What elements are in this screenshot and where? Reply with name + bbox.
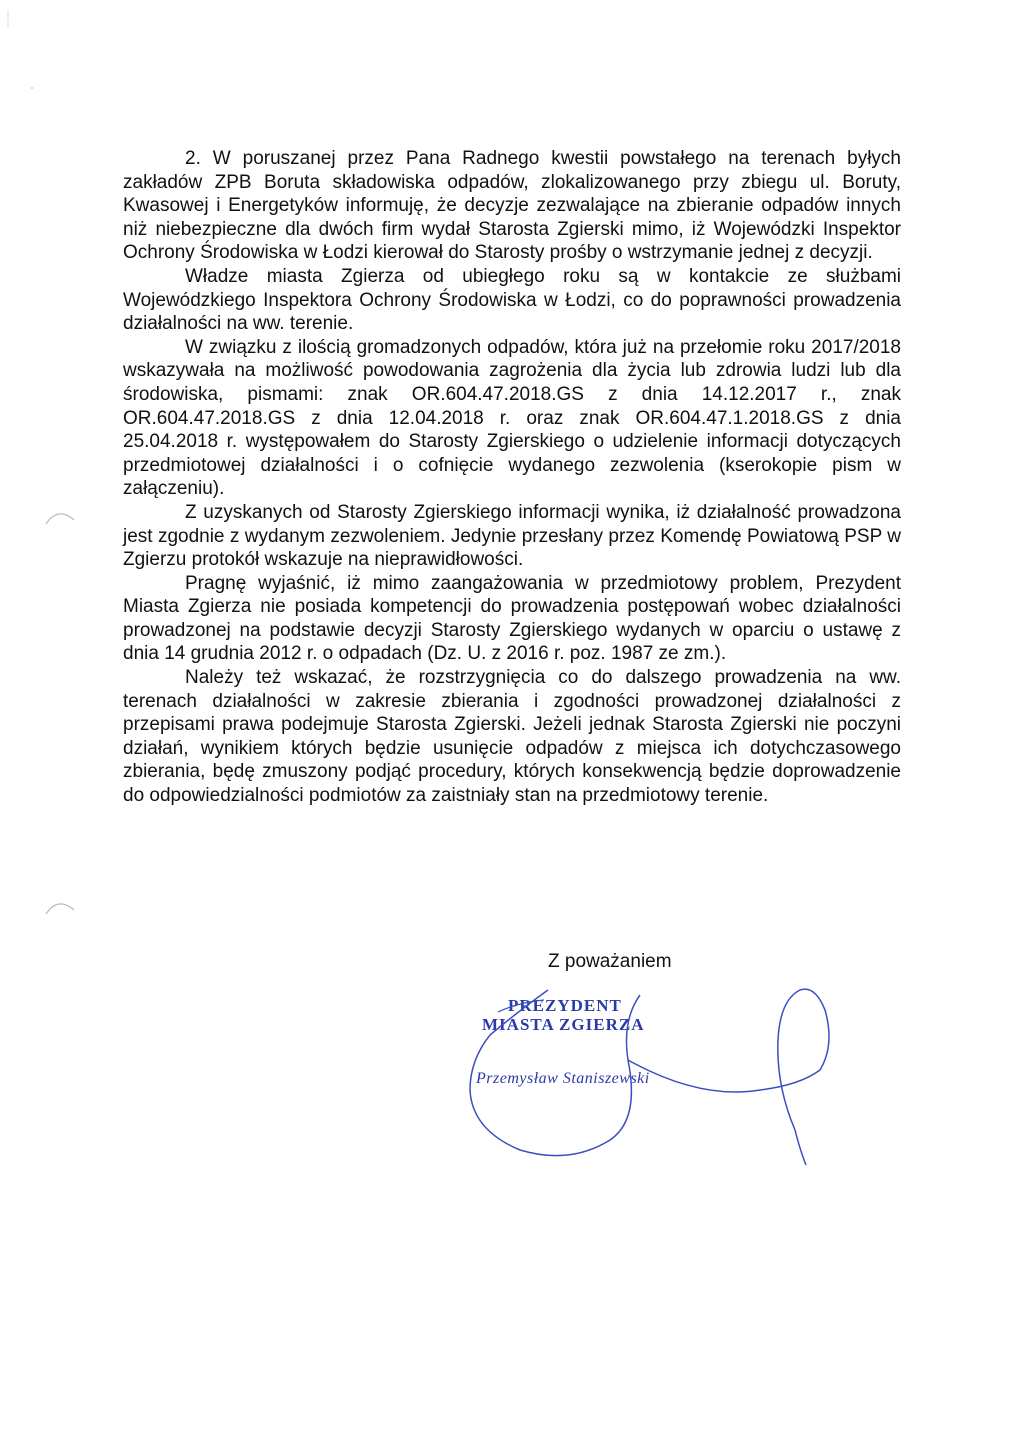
official-stamp: [470, 990, 710, 1120]
stamp-title: PREZYDENT: [508, 996, 622, 1015]
closing-salutation: Z poważaniem: [548, 951, 672, 972]
paragraph: W związku z ilością gromadzonych odpadów, która już na przełomie roku 2017/2018 wskazywała na możliwość powodowania zagrożenia dla życia lub zdrowia ludzi lub dla środowiska, pismami: znak OR.604.47.2018.GS z dnia 14.12.2017 r., znak OR.604.47.2018.GS z dnia 12.04.2018 r. oraz znak OR.604.47.1.2018.GS z dnia 25.04.2018 r. występowałem do Starosty Zgierskiego o udzielenie informacji dotyczących przedmiotowej działalności i o cofnięcie wydanego zezwolenia (kserokopie pism w załączeniu).: [123, 336, 901, 500]
paragraph: Z uzyskanych od Starosty Zgierskiego informacji wynika, iż działalność prowadzona jest zgodnie z wydanym zezwoleniem. Jedynie przesłany przez Komendę Powiatową PSP w Zgierzu protokół wskazuje na nieprawidłowości.: [123, 501, 901, 571]
paragraph: Władze miasta Zgierza od ubiegłego roku są w kontakcie ze służbami Wojewódzkiego Inspektora Ochrony Środowiska w Łodzi, co do poprawności prowadzenia działalności na ww. terenie.: [123, 265, 901, 335]
paragraph: 2. W poruszanej przez Pana Radnego kwestii powstałego na terenach byłych zakładów ZPB Boruta składowiska odpadów, zlokalizowanego przy zbiegu ul. Boruty, Kwasowej i Energetyków informuję, że decyzje zezwalające na zbieranie odpadów innych niż niebezpieczne dla dwóch firm wydał Starosta Zgierski mimo, iż Wojewódzki Inspektor Ochrony Środowiska w Łodzi kierował do Starosty prośby o wstrzymanie jednej z decyzji.: [123, 148, 901, 264]
stamp-subtitle: MIASTA ZGIERZA: [482, 1015, 645, 1034]
paragraph: Należy też wskazać, że rozstrzygnięcia co do dalszego prowadzenia na ww. terenach działalności w zakresie zbierania i zgodności prowadzonej działalności z przepisami prawa podejmuje Starosta Zgierski. Jeżeli jednak Starosta Zgierski nie poczyni działań, wynikiem których będzie usunięcie odpadów z miejsca ich dotychczasowego zbierania, będę zmuszony podjąć procedury, których konsekwencją będzie doprowadzenie do odpowiedzialności podmiotów za zaistniały stan na przedmiotowy terenie.: [123, 667, 901, 807]
punch-hole-mark-upper: [40, 500, 80, 530]
paragraph: Pragnę wyjaśnić, iż mimo zaangażowania w przedmiotowy problem, Prezydent Miasta Zgierza nie posiada kompetencji do prowadzenia postępowań wobec działalności prowadzonej na podstawie decyzji Starosty Zgierskiego wydanych w oparciu o ustawę z dnia 14 grudnia 2012 r. o odpadach (Dz. U. z 2016 r. poz. 1987 ze zm.).: [123, 572, 901, 665]
stamp-name: Przemysław Staniszewski: [476, 1070, 650, 1087]
punch-hole-mark-lower: [40, 890, 80, 920]
scan-mark-top: [0, 0, 60, 110]
letter-body: [123, 147, 901, 808]
